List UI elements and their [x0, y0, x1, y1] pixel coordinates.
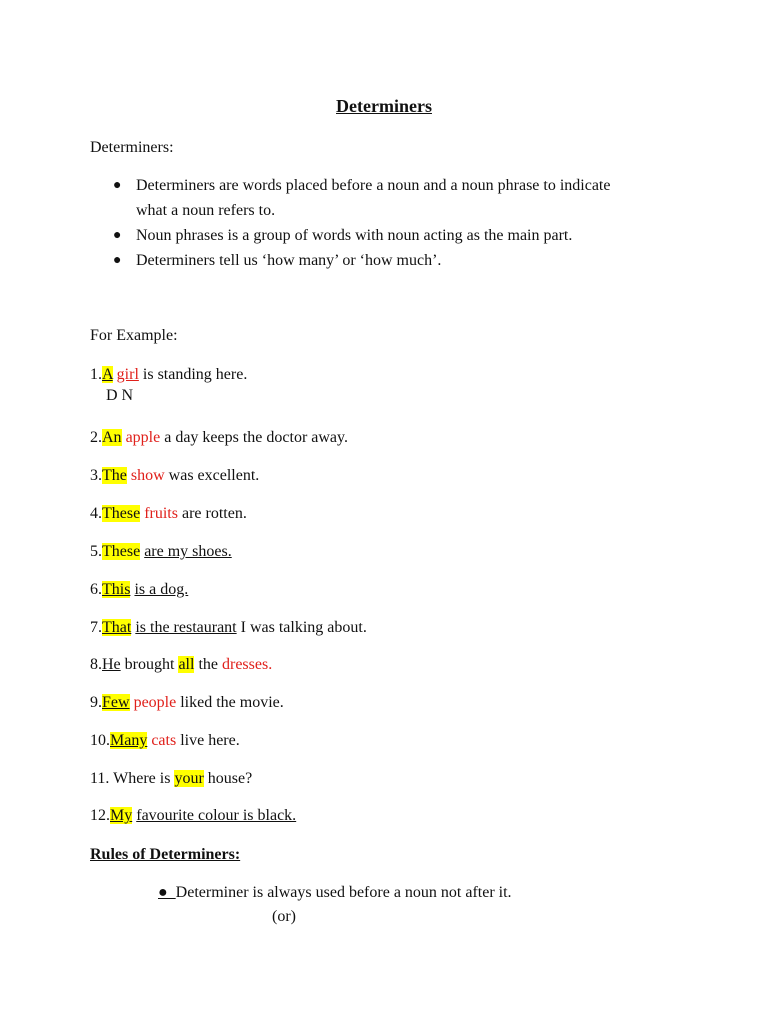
noun: fruits	[144, 505, 178, 522]
example-3: 3.The show was excellent.	[90, 467, 260, 484]
example-2: 2.An apple a day keeps the doctor away.	[90, 429, 348, 446]
example-12: 12.My favourite colour is black.	[90, 807, 297, 824]
example-9: 9.Few people liked the movie.	[90, 694, 284, 711]
noun-phrase: are my shoes.	[144, 543, 232, 560]
intro-label: Determiners:	[90, 139, 174, 156]
example-5: 5.These are my shoes.	[90, 543, 232, 560]
determiner: This	[102, 581, 131, 598]
example-11: 11. Where is your house?	[90, 770, 253, 787]
noun: apple	[125, 429, 161, 446]
pronoun: He	[102, 656, 121, 673]
determiner: Few	[102, 694, 130, 711]
example-label: For Example:	[90, 327, 178, 344]
bullet-icon: ●	[158, 884, 176, 901]
determiner: The	[102, 467, 127, 484]
noun-phrase: is the restaurant	[135, 619, 237, 636]
determiner: A	[102, 366, 113, 383]
bullet-icon: ●	[113, 228, 122, 243]
example-1: 1.A girl is standing here.	[90, 366, 248, 383]
example-10: 10.Many cats live here.	[90, 732, 240, 749]
noun-phrase: is a dog.	[134, 581, 189, 598]
noun: people	[133, 694, 177, 711]
determiner: Many	[110, 732, 148, 749]
noun-phrase: favourite colour is black.	[136, 807, 297, 824]
noun: girl	[116, 366, 139, 383]
noun: dresses.	[221, 656, 273, 673]
determiner: These	[102, 505, 141, 522]
determiner: all	[178, 656, 195, 673]
example-8: 8.He brought all the dresses.	[90, 656, 273, 673]
noun: cats	[151, 732, 177, 749]
example-7: 7.That is the restaurant I was talking about.	[90, 619, 367, 636]
bullet-icon: ●	[113, 253, 122, 268]
or-text: (or)	[272, 908, 296, 925]
example-4: 4.These fruits are rotten.	[90, 505, 247, 522]
bullet-icon: ●	[113, 178, 122, 193]
determiner: That	[102, 619, 132, 636]
determiner: An	[102, 429, 122, 446]
example-1-tags: D N	[106, 387, 134, 404]
document-page: Determiners Determiners: ● Determiners are words placed before a noun and a noun phrase to indicate what a noun refers to. ● Noun phrases is a group of words with noun acting as the main part. ● Determiners tell us ‘how many’ or ‘how much’. For Example: 1.A girl is standing here. D N 2.An apple a day keeps the doctor away. 3.The show was excellent. 4.These fruits are rotten. 5.These are my shoes. 6.This is a dog. 7.That is the restaurant I was talking about. 8.He brought all the dresses. 9.Few people liked the movie. 10.Many cats live here. 11. Where is your house? 12.My favourite colour is black. Rules of Determiners: ● Determiner is always used before a noun not after it. (or)	[0, 0, 768, 1024]
noun: show	[130, 467, 165, 484]
rules-heading: Rules of Determiners:	[90, 846, 241, 863]
determiner: My	[110, 807, 133, 824]
page-title: Determiners	[336, 96, 432, 116]
example-6: 6.This is a dog.	[90, 581, 189, 598]
determiner: your	[174, 770, 204, 787]
rule-item: ● Determiner is always used before a noun not after it.	[158, 884, 512, 901]
determiner: These	[102, 543, 141, 560]
